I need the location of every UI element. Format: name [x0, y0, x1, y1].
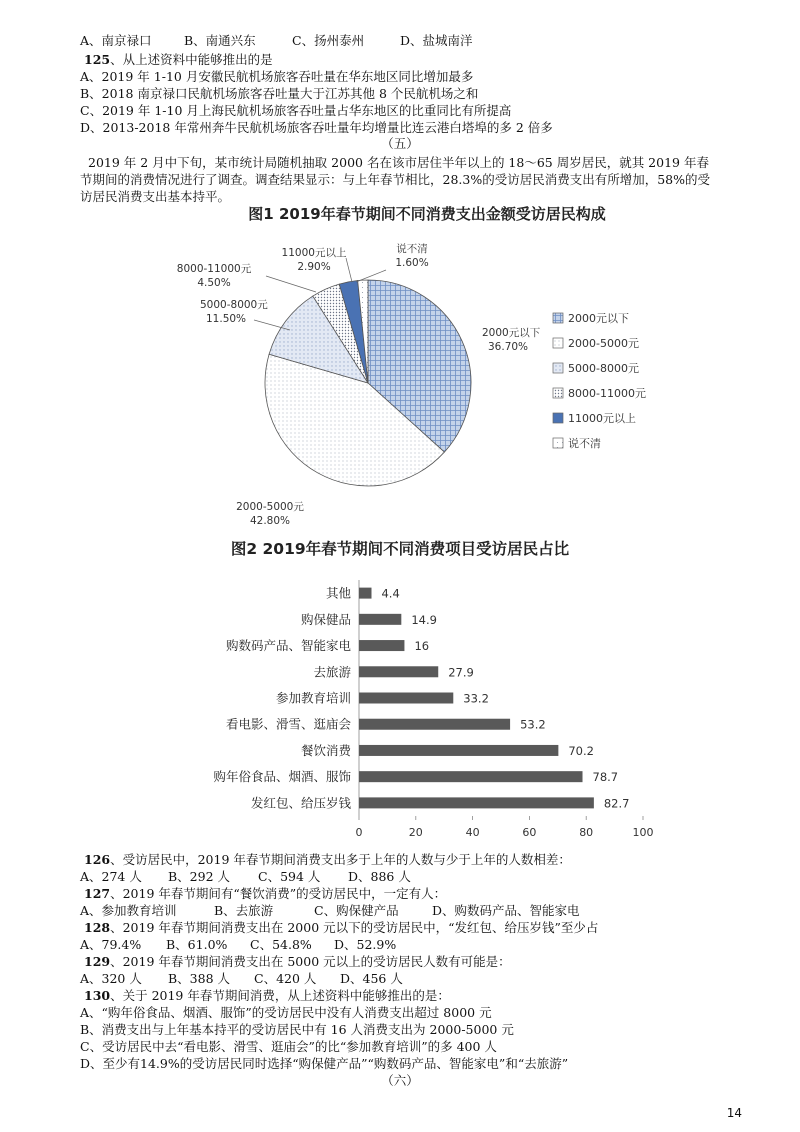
pie-leader-line	[266, 276, 316, 292]
q127-option-a: A、参加教育培训	[80, 903, 177, 918]
pie-legend-label: 5000-8000元	[568, 362, 639, 375]
bar-marks	[213, 586, 629, 811]
q126-stem	[84, 852, 571, 868]
q127-stem	[84, 886, 446, 902]
pie-legend-swatch	[553, 363, 563, 373]
q127-options	[80, 903, 580, 919]
pie-slice-label: 2000-5000元	[236, 501, 304, 513]
pie-legend-swatch	[553, 413, 563, 423]
q130-stem	[84, 988, 450, 1004]
bar-chart-title: 图2 2019年春节期间不同消费项目受访居民占比	[230, 540, 570, 558]
bar-value-label: 82.7	[603, 796, 630, 811]
pie-value-label: 4.50%	[197, 277, 231, 289]
pie-legend-swatch	[553, 313, 563, 323]
q124-option-b: B、南通兴东	[184, 33, 256, 48]
pie-slices	[265, 280, 471, 486]
pie-legend-swatch	[553, 438, 563, 448]
section-heading-6: （六）	[381, 1073, 419, 1088]
bar-2	[359, 614, 401, 625]
bar-category-label: 发红包、给压岁钱	[250, 795, 351, 811]
q125-number: 125	[84, 52, 111, 67]
q128-option-a: A、79.4%	[80, 937, 142, 952]
q127-stem-text: 、2019 年春节期间有“餐饮消费”的受访居民中，一定有人：	[110, 886, 447, 901]
q129-option-d: D、456 人	[340, 971, 403, 986]
q127-option-d: D、购数码产品、智能家电	[432, 903, 580, 918]
bar-category-label: 其他	[325, 585, 351, 601]
pie-leader-line	[346, 258, 352, 282]
q128-option-c: C、54.8%	[250, 937, 312, 952]
q129-number: 129	[84, 954, 111, 969]
q125-stem	[84, 52, 273, 68]
bar-x-tick-label: 100	[632, 826, 654, 839]
pie-value-label: 36.70%	[488, 341, 529, 353]
bar-7	[359, 745, 558, 756]
bar-category-label: 购保健品	[300, 611, 351, 627]
pie-slice-label: 说不清	[396, 243, 428, 255]
pie-legend	[553, 312, 646, 450]
q128-option-d: D、52.9%	[334, 937, 397, 952]
q130-option-a: A、“购年俗食品、烟酒、服饰”的受访居民中没有人消费支出超过 8000 元	[80, 1005, 492, 1020]
page-number: 14	[726, 1106, 742, 1120]
q130-option-d-prefix: D、至少有	[80, 1056, 141, 1071]
q126-option-a: A、274 人	[80, 869, 142, 884]
q129-options	[80, 971, 403, 987]
pie-value-label: 2.90%	[297, 261, 331, 273]
q130-option-d-suffix: 的受访居民同时选择“购保健产品”“购数码产品、智能家电”和“去旅游”	[179, 1056, 569, 1071]
q125-option-d: D、2013-2018 年常州奔牛民航机场旅客吞吐量年均增量比连云港白塔埠的多 2 倍多	[80, 120, 553, 135]
q128-options	[80, 937, 396, 953]
bar-x-tick-label: 0	[355, 826, 363, 839]
bar-category-label: 购数码产品、智能家电	[225, 638, 351, 654]
q125-option-c: C、2019 年 1-10 月上海民航机场旅客吞吐量占华东地区的比重同比有所提高	[80, 103, 512, 118]
q126-option-d: D、886 人	[348, 869, 411, 884]
pie-chart	[170, 200, 670, 540]
q130-option-d-number: 14.9%	[140, 1056, 180, 1071]
q128-number: 128	[84, 920, 111, 935]
q129-stem-text: 、2019 年春节期间消费支出在 5000 元以上的受访居民人数有可能是：	[110, 954, 511, 969]
q129-option-c: C、420 人	[254, 971, 317, 986]
bar-value-label: 53.2	[520, 717, 546, 732]
pie-slice-label: 11000元以上	[281, 247, 347, 259]
bar-x-tick-label: 20	[408, 826, 423, 839]
pie-value-label: 42.80%	[249, 515, 291, 527]
bar-category-label: 看电影、滑雪、逛庙会	[225, 716, 351, 732]
pie-slice-label: 5000-8000元	[200, 299, 268, 311]
q125-option-b: B、2018 南京禄口民航机场旅客吞吐量大于江苏其他 8 个民航机场之和	[80, 86, 479, 101]
bar-6	[359, 719, 510, 730]
intro-line-1: 2019 年 2 月中下旬，某市统计局随机抽取 2000 名在该市居住半年以上的 18～65 周岁居民，就其 2019 年春	[88, 155, 709, 170]
q128-stem	[84, 920, 598, 936]
pie-legend-swatch	[553, 388, 563, 398]
pie-legend-label: 2000元以下	[568, 312, 629, 325]
bar-category-label: 餐饮消费	[300, 742, 351, 758]
q127-option-b: B、去旅游	[214, 903, 274, 918]
intro-line-2: 节期间的消费情况进行了调查。调查结果显示：与上年春节相比，28.3%的受访居民消费支出有所增加，58%的受	[80, 172, 710, 187]
pie-legend-swatch	[553, 338, 563, 348]
q126-stem-text: 、受访居民中，2019 年春节期间消费支出多于上年的人数与少于上年的人数相差：	[110, 852, 571, 867]
bar-value-label: 27.9	[448, 665, 474, 680]
bar-x-tick-label: 40	[465, 826, 480, 839]
q127-option-c: C、购保健产品	[314, 903, 399, 918]
pie-value-label: 1.60%	[395, 257, 429, 269]
intro-line-3: 访居民消费支出基本持平。	[80, 189, 231, 204]
bar-x-tick-label: 60	[522, 826, 537, 839]
bar-1	[359, 588, 371, 599]
bar-value-label: 78.7	[592, 770, 619, 785]
bar-value-label: 70.2	[568, 743, 594, 758]
bar-x-tick-label: 80	[579, 826, 594, 839]
pie-legend-label: 8000-11000元	[568, 387, 646, 400]
pie-chart-title: 图1 2019年春节期间不同消费支出金额受访居民构成	[248, 205, 606, 223]
q128-stem-text: 、2019 年春节期间消费支出在 2000 元以下的受访居民中，“发红包、给压岁钱”至少占	[110, 920, 599, 935]
bar-9	[359, 797, 594, 808]
q130-stem-text: 、关于 2019 年春节期间消费，从上述资料中能够推出的是：	[110, 988, 450, 1003]
section-heading-5: （五）	[381, 136, 419, 151]
q126-option-c: C、594 人	[258, 869, 321, 884]
pie-legend-label: 2000-5000元	[568, 337, 639, 350]
q126-options	[80, 869, 411, 885]
pie-legend-label: 11000元以上	[568, 412, 636, 425]
q128-option-b: B、61.0%	[166, 937, 228, 952]
q124-option-d: D、盐城南洋	[400, 33, 473, 48]
q129-option-b: B、388 人	[168, 971, 231, 986]
bar-3	[359, 640, 404, 651]
bar-value-label: 4.4	[381, 586, 400, 601]
q125-option-a: A、2019 年 1-10 月安徽民航机场旅客吞吐量在华东地区同比增加最多	[80, 69, 474, 84]
bar-value-label: 16	[414, 639, 430, 654]
pie-slice-label: 8000-11000元	[176, 263, 252, 275]
pie-slice-label: 2000元以下	[482, 327, 541, 339]
pie-legend-label: 说不清	[568, 437, 601, 450]
bar-4	[359, 666, 438, 677]
q126-number: 126	[84, 852, 111, 867]
pie-value-label: 11.50%	[206, 313, 247, 325]
q129-option-a: A、320 人	[80, 971, 142, 986]
q124-option-a: A、南京禄口	[80, 33, 152, 48]
bar-category-label: 去旅游	[313, 664, 351, 680]
q130-option-c: C、受访居民中去“看电影、滑雪、逛庙会”的比“参加教育培训”的多 400 人	[80, 1039, 497, 1054]
bar-category-label: 参加教育培训	[275, 690, 351, 706]
q130-option-d	[80, 1056, 568, 1072]
bar-category-label: 购年俗食品、烟酒、服饰	[213, 769, 351, 785]
q124-options	[80, 33, 473, 49]
q130-option-b: B、消费支出与上年基本持平的受访居民中有 16 人消费支出为 2000-5000 元	[80, 1022, 514, 1037]
q129-stem	[84, 954, 511, 970]
bar-8	[359, 771, 583, 782]
bar-value-label: 33.2	[463, 691, 489, 706]
q130-number: 130	[84, 988, 111, 1003]
bar-value-label: 14.9	[411, 612, 437, 627]
q126-option-b: B、292 人	[168, 869, 231, 884]
q125-stem-text: 、从上述资料中能够推出的是	[110, 52, 273, 67]
q127-number: 127	[84, 886, 111, 901]
q124-option-c: C、扬州泰州	[292, 33, 365, 48]
bar-chart	[150, 570, 670, 850]
bar-5	[359, 693, 453, 704]
